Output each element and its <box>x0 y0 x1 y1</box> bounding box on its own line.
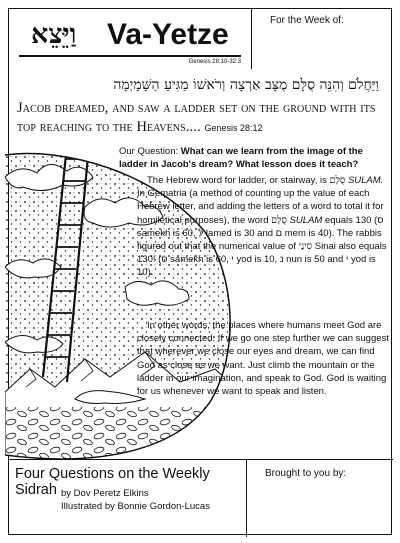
meaning-text: In other words, the places where humans meet God are closely connected. If we go one step further we can suggest that wherever we close our eyes and dream, we can find God as close as we want. Just climb the mountain or the ladder in our imagination, and speak to God. God is waiting for us whenever we want to speak and listen. <box>137 320 389 398</box>
hebrew-verse: וַיַּחֲלֹם וְהִנֵּה סֻלָּם מֻצָּב אַרְצָה וְרֹאשׁוֹ מַגִּיעַ הַשָּׁמָיְמָה <box>113 77 379 93</box>
question-label: Our Question: <box>119 146 179 157</box>
p1-part-c: equals 130 (ס samekh is 60, ל lamed is 30 and ם mem is 40). The rabbis figured out that the numerical value of <box>137 214 384 253</box>
hebrew-parsha-title: וַיֵּצֵא <box>31 19 77 50</box>
p1-part-b: In Gematria (a method of counting up the value of each Hebrew letter, and adding the letters of a word to total it for homiletical purposes), the word <box>137 188 384 226</box>
title-underline <box>19 55 241 57</box>
header-title-box <box>9 9 251 69</box>
week-label: For the Week of: <box>270 15 344 26</box>
p1-part-a: The Hebrew word for ladder, or stairway, is <box>147 175 327 186</box>
question-text: What can we learn from the image of the ladder in Jacob's dream? What lesson does it teach? <box>119 146 363 170</box>
header <box>9 9 393 69</box>
sulam-hebrew: סֻלָּם <box>329 175 346 186</box>
sulam-english-2: SULAM <box>289 214 323 226</box>
english-verse <box>17 99 387 138</box>
our-question <box>119 145 389 171</box>
sinai-hebrew: סִינַי <box>298 241 313 253</box>
parsha-title: Va-Yetze <box>107 18 229 51</box>
illustrator-credit: Illustrated by Bonnie Gordon-Lucas <box>61 501 210 512</box>
sulam-english: SULAM. <box>347 175 384 186</box>
footer-credits-box <box>9 460 247 537</box>
p1-part-d: Sinai also equals 130! (ס samekh is 60, י yod is 10, נ nun is 50 and י yod is 10). <box>137 241 387 279</box>
gematria-paragraph <box>137 174 389 280</box>
english-verse-text: Jacob dreamed, and saw a ladder set on the ground with its top reaching to the Heavens.... <box>17 100 376 135</box>
parsha-citation: Genesis 28:10-32:3 <box>188 59 241 65</box>
author-credit: by Dov Peretz Elkins <box>61 488 149 499</box>
worksheet <box>8 8 392 535</box>
sulam-hebrew-2: סֻלָּם <box>271 214 287 226</box>
sponsor-label: Brought to you by: <box>265 468 347 479</box>
verse-reference: Genesis 28:12 <box>204 123 263 133</box>
series-title: Four Questions on the Weekly Sidrah <box>15 466 210 498</box>
week-box <box>251 9 393 69</box>
footer <box>9 459 393 536</box>
meaning-paragraph <box>137 319 389 398</box>
